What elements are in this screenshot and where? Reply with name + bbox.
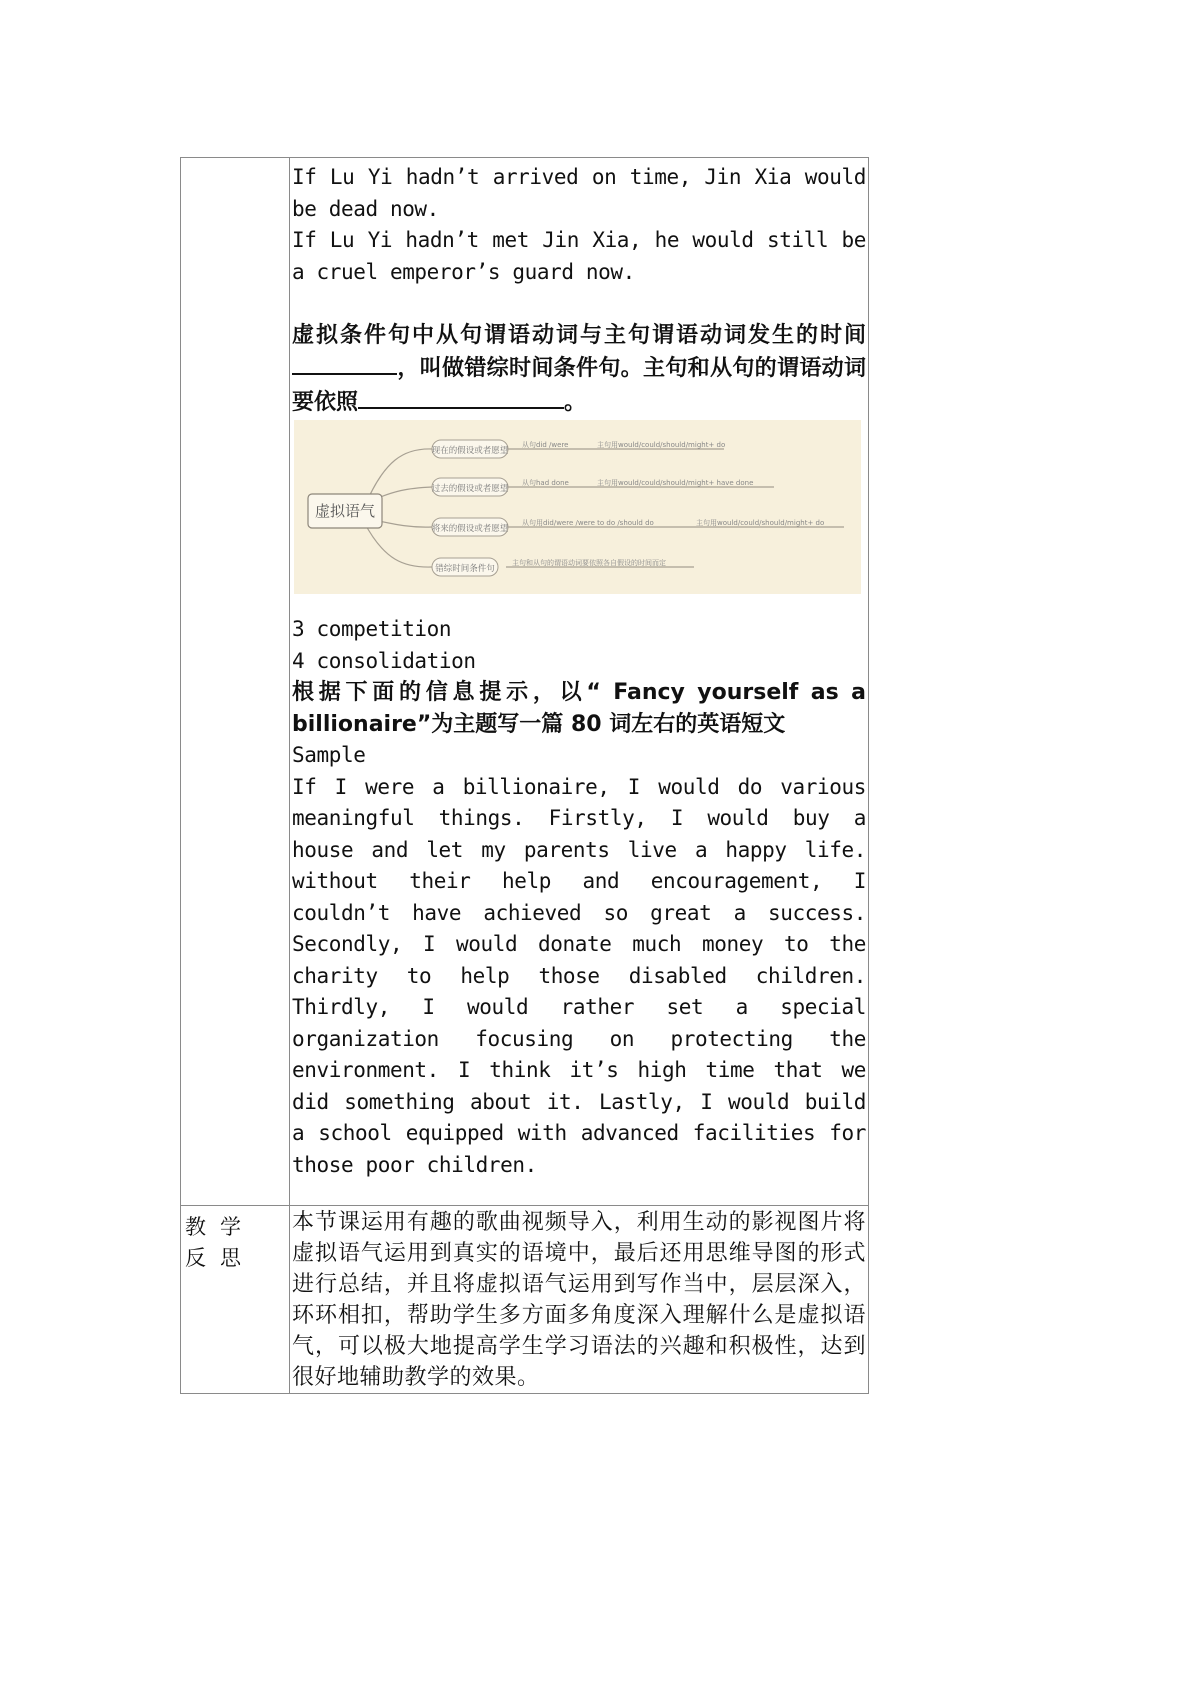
empty-label-cell [181,158,290,1206]
lesson-content-row [181,158,869,1206]
mindmap-branch-2-main: 主句用would/could/should/might+ have done [597,479,754,487]
grammar-rule [292,320,866,419]
lesson-content-cell [290,158,869,1206]
writing-task: 根据下面的信息提示，以“ Fancy yourself as a billionaire”为主题写一篇 80 词左右的英语短文 [292,680,866,737]
reflection-label: 教学反思 [181,1206,290,1394]
blank-line [292,288,866,320]
grammar-rule-part-2: ，叫做错综时间条件句。主句和从句的谓语动词要依照 [292,356,866,415]
fill-in-blank-1 [292,351,397,375]
mindmap-branch-1-main: 主句用would/could/should/might+ do [597,441,726,449]
mindmap-branch-2-label: 过去的假设或者愿望 [431,484,509,494]
sample-label: Sample [292,743,366,767]
step-consolidation: 4 consolidation [292,648,476,673]
fill-in-blank-2 [358,385,564,409]
mindmap-center-label: 虚拟语气 [314,502,376,520]
step-competition: 3 competition [292,617,452,641]
example-sentence-2: If Lu Yi hadn’t met Jin Xia, he would still be a cruel emperor’s guard now. [292,228,866,284]
sample-essay: If I were a billionaire, I would do various meaningful things. Firstly, I would buy a house and let my parents live a happy life. without their help and encouragement, I couldn’t have achieved so great a success. Secondly, I would donate much money to the charity to help those disabled children. Thirdly, I would rather set a special organization focusing on protecting the environment. I think it’s high time that we did something about it. Lastly, I would build a school equipped with advanced facilities for those poor children. [292,774,866,1177]
example-sentences [292,162,866,288]
mindmap-branch-3-clause: 从句用did/were /were to do /should do [522,519,654,527]
lesson-table [180,157,869,1394]
mindmap-branch-4-clause: 主句和从句的谓语动词要依照各自假设的时间而定 [512,559,666,567]
mindmap-branch-3-label: 将来的假设或者愿望 [431,524,509,534]
grammar-rule-part-1: 虚拟条件句中从句谓语动词与主句谓语动词发生的时间 [292,322,866,348]
example-sentence-1: If Lu Yi hadn’t arrived on time, Jin Xia would be dead now. [292,165,866,221]
mindmap-branch-1-clause: 从句did /were [522,441,569,449]
mindmap-branch-4-label: 错综时间条件句 [435,564,495,574]
mindmap-image [294,420,861,594]
reflection-row [181,1206,869,1394]
mindmap-branch-1-label: 现在的假设或者愿望 [431,446,509,456]
grammar-rule-part-3: 。 [564,389,587,415]
mindmap-branch-2-clause: 从句had done [522,479,569,487]
reflection-text: 本节课运用有趣的歌曲视频导入，利用生动的影视图片将虚拟语气运用到真实的语境中，最后还用思维导图的形式进行总结，并且将虚拟语气运用到写作当中，层层深入，环环相扣，帮助学生多方面多角度深入理解什么是虚拟语气，可以极大地提高学生学习语法的兴趣和积极性，达到很好地辅助教学的效果。 [290,1206,869,1394]
mindmap-branch-3-main: 主句用would/could/should/might+ do [696,519,825,527]
